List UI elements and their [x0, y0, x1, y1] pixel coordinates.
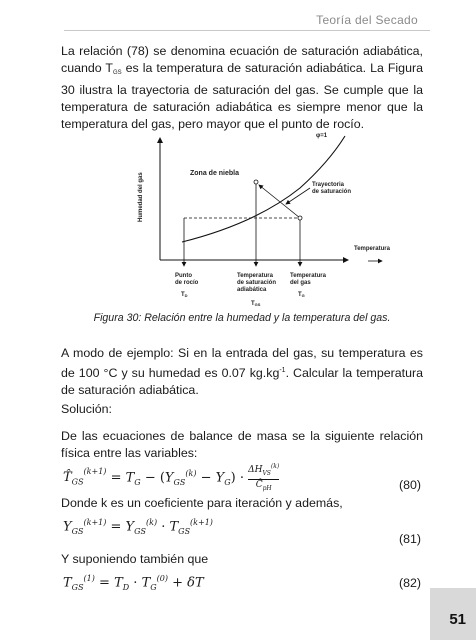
gas-temp-label-2: del gas — [290, 280, 311, 286]
paragraph-example — [61, 345, 423, 399]
adiabatic-label-1: Temperatura — [237, 273, 273, 279]
paragraph-intro-text-a: La relación (78) se denomina ecuación de saturación adiabática, cuando T — [61, 44, 423, 75]
trajectory-label-1: Trayectoria — [312, 182, 345, 188]
paragraph-example-text-b: . Calcular la temperatura de saturación adiabática. — [61, 366, 423, 397]
paragraph-iteration: Donde k es un coeficiente para iteración y además, — [61, 496, 343, 510]
page-number: 51 — [449, 611, 466, 628]
adiabatic-label-2: de saturación — [237, 280, 277, 286]
dew-point-symbol: TD — [181, 292, 188, 298]
subscript-gs: GS — [113, 70, 122, 76]
curve-label: φ=1 — [316, 133, 328, 139]
paragraph-assumption: Y suponiendo también que — [61, 552, 209, 566]
superscript-unit: -1 — [279, 367, 286, 374]
equation-82 — [61, 574, 423, 608]
gas-temp-label-1: Temperatura — [290, 273, 326, 279]
dew-point-label-1: Punto — [175, 273, 192, 279]
running-header: Teoría del Secado — [316, 13, 418, 27]
saturation-point — [254, 180, 258, 184]
humidity-temperature-diagram — [120, 130, 400, 320]
x-axis-label: Temperatura — [354, 246, 390, 252]
equation-81-number: (81) — [398, 532, 421, 546]
figure-caption: Figura 30: Relación entre la humedad y la temperatura del gas. — [93, 312, 391, 324]
gas-temp-symbol: TG — [298, 292, 305, 298]
saturation-trajectory — [259, 185, 300, 218]
equation-80-formula: $T̂_{GS}^{(k+1)} = T_G - (Y_{GS}^{(k)} - Y_G)$ · $\Delta H_{VS}^{(k)}$ $Ĉ_{pH}$ — [63, 463, 280, 492]
adiabatic-symbol: TGS — [251, 301, 261, 307]
paragraph-balance: De las ecuaciones de balance de masa se la siguiente relación física entre las variables: — [61, 429, 423, 460]
equation-81-formula: $Y_{GS}^{(k+1)} = Y_{GS}^{(k)} \cdot T_{GS}^{(k+1)}$ — [63, 518, 213, 536]
adiabatic-label-3: adiabática — [237, 287, 267, 293]
dew-point-label-2: de rocío — [175, 280, 199, 286]
solution-label: Solución: — [61, 402, 112, 416]
paragraph-intro-text-b: es la temperatura de saturación adiabática. La Figura 30 ilustra la trayectoria de saturación del gas. Se cumple que la temperatura de saturación adiabática es siempre menor que la temperatura del gas, pero mayor que el punto de rocío. — [61, 61, 423, 131]
equation-80-number: (80) — [398, 478, 421, 492]
equation-80 — [61, 462, 423, 496]
equation-81 — [61, 518, 423, 552]
figure-30 — [120, 130, 400, 320]
trajectory-label-2: de saturación — [312, 189, 352, 195]
paragraph-intro — [61, 43, 423, 133]
y-axis-label: Humedad del gas — [138, 172, 144, 222]
paragraph-example-text-a: A modo de ejemplo: Si en la entrada del gas, su temperatura es de 100 °C y su humedad es 0.07 kg.kg — [61, 346, 423, 380]
equation-82-formula: $T_{GS}^{(1)} = T_D \cdot T_G^{(0)} + \delta T$ — [63, 574, 204, 592]
fog-zone-label: Zona de niebla — [190, 170, 240, 177]
gas-state-point — [298, 216, 302, 220]
equation-82-number: (82) — [398, 576, 421, 590]
header-divider — [64, 30, 430, 31]
